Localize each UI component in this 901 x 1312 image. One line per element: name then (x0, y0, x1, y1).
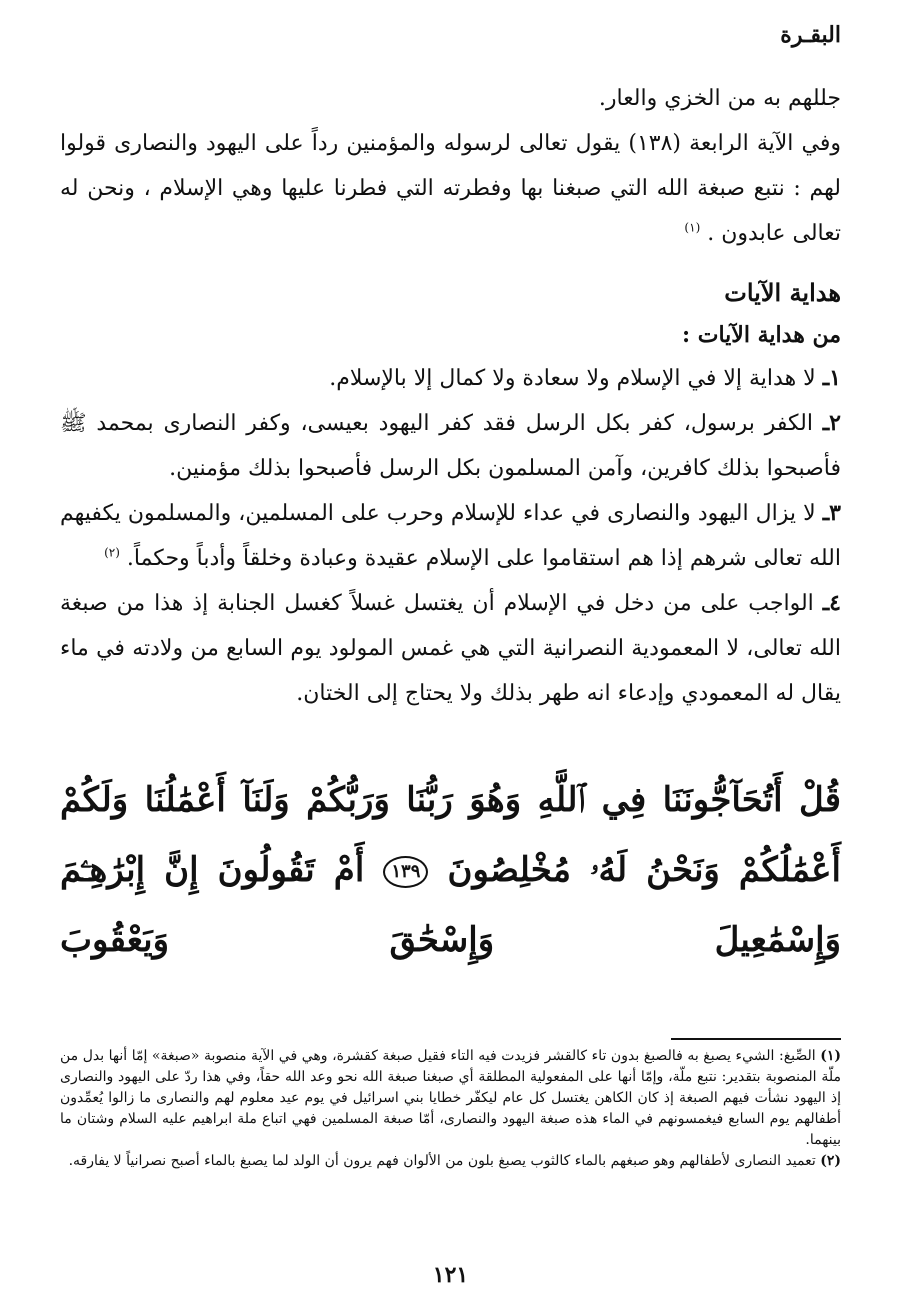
list-item-number: ١ـ (822, 365, 841, 391)
page-number: ١٢١ (432, 1262, 469, 1288)
paragraph-text: وفي الآية الرابعة (١٣٨) يقول تعالى لرسوله والمؤمنين رداً على اليهود والنصارى قولوا لهم : نتبع صبغة الله التي صبغنا بها وفطرته التي فطرنا عليها وهي الإسلام ، ونحن له تعالى عابدون . (60, 131, 841, 246)
footnote-label: (٢) (820, 1153, 841, 1169)
running-head: البقـرة (780, 22, 841, 48)
footnote-label: (١) (820, 1048, 841, 1064)
footnote-reference[interactable]: (١) (684, 220, 701, 235)
section-heading: هداية الآيات (724, 278, 841, 307)
list-item (60, 491, 841, 581)
footnote (60, 1046, 841, 1151)
verse-text: أَمْ تَقُولُونَ إِنَّ إِبْرَٰهِـۧمَ وَإِسْمَٰعِيلَ وَإِسْحَٰقَ وَيَعْقُوبَ (60, 850, 841, 960)
quran-verse (60, 765, 841, 975)
footnote-divider (671, 1038, 841, 1040)
footnote-text: تعميد النصارى لأطفالهم وهو صبغهم بالماء كالثوب يصبغ بلون من الألوان فهم يرون أن الولد لما يصبغ بالماء أصبح نصرانياً لا يفارقه. (68, 1153, 816, 1169)
list-item-number: ٣ـ (822, 500, 841, 526)
list-item (60, 581, 841, 716)
ayah-number-marker: ١٣٩ (383, 856, 428, 888)
footnote-text: الصِّبغ: الشيء يصبغ به فالصبغ بدون تاء كالقشر فزيدت فيه التاء فقيل صبغة كقشرة، وهي في الآية منصوبة «صبغة» إمّا أنها بدل من ملّة المنصوبة بتقدير: نتبع ملّة، وإمّا أنها على المفعولية المطلقة أي صبغنا صبغة الله نحو وعد الله حقاً، وفي هذا ردّ على اليهود والنصارى إذ اليهود نشأت فيهم الصبغة إذ كان الكاهن يغتسل كل عام ليكفّر خطايا بني اسرائيل في يوم عيد معلوم لهم والنصارى ما زالوا يُعمِّدون أطفالهم يوم السابع فيغمسونهم في الماء هذه صبغة اليهود والنصارى، أمّا صبغة المسلمين فهي اتباع ملة ابراهيم عليه السلام وشتان ما بينهما. (60, 1048, 841, 1148)
list-item-text: لا يزال اليهود والنصارى في عداء للإسلام وحرب على المسلمين، والمسلمون يكفيهم الله تعالى شرهم إذا هم استقاموا على الإسلام عقيدة وعبادة وخلقاً وأدباً وحكماً. (60, 501, 841, 571)
footnote-reference[interactable]: (٢) (104, 545, 120, 560)
footnotes (60, 1046, 841, 1172)
list-item-text: لا هداية إلا في الإسلام ولا سعادة ولا كمال إلا بالإسلام. (329, 366, 816, 391)
list-item-number: ٢ـ (822, 410, 841, 436)
list-item (60, 401, 841, 491)
book-page (60, 0, 841, 1312)
subheading: من هداية الآيات : (681, 322, 841, 348)
footnote (60, 1151, 841, 1172)
verse-text: قُلْ أَتُحَآجُّونَنَا فِي ٱللَّهِ وَهُوَ رَبُّنَا وَرَبُّكُمْ وَلَنَآ أَعْمَٰلُنَا وَلَكُمْ أَعْمَٰلُكُمْ وَنَحْنُ لَهُۥ مُخْلِصُونَ (60, 780, 841, 890)
paragraph-with-footnote (60, 121, 841, 256)
list-item-number: ٤ـ (822, 590, 841, 616)
list-item-text: الواجب على من دخل في الإسلام أن يغتسل غسلاً كغسل الجنابة إذ هذا من صبغة الله تعالى، لا المعمودية النصرانية التي هي غمس المولود يوم السابع من ولادته في ماء يقال له المعمودي وإدعاء انه طهر بذلك ولا يحتاج إلى الختان. (60, 591, 841, 706)
paragraph: جللهم به من الخزي والعار. (598, 86, 841, 111)
body-text (60, 76, 841, 716)
list-item-text: الكفر برسول، كفر بكل الرسل فقد كفر اليهود بعيسى، وكفر النصارى بمحمد ﷺ فأصبحوا بذلك كافرين، وآمن المسلمون بكل الرسل فأصبحوا بذلك مؤمنين. (60, 411, 841, 481)
list-item (60, 356, 841, 401)
